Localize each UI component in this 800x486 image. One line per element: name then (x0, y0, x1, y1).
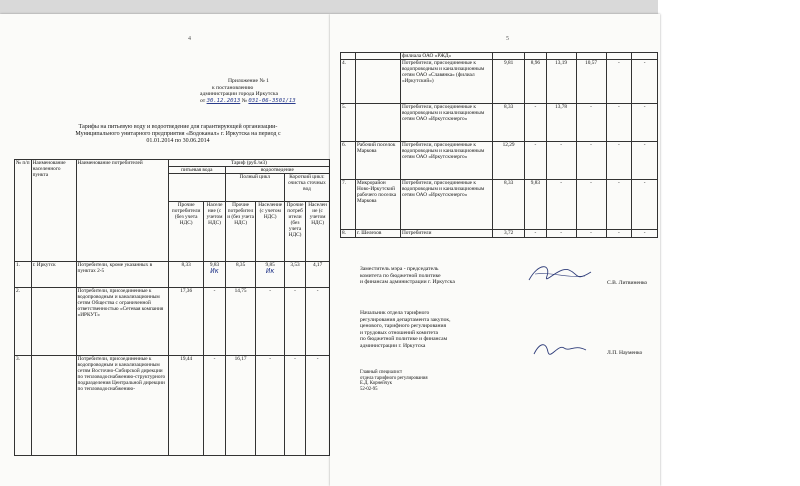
row-value: - (546, 142, 576, 180)
row-settlement: Рабочий поселок Маркова (355, 142, 400, 180)
executor-line-3: Е.Д. Корнейчук (360, 381, 392, 387)
row-value: - (606, 230, 632, 238)
handwritten-mark: Ик (265, 267, 275, 275)
row-value: - (632, 180, 658, 230)
row-num: 5. (341, 104, 356, 142)
row-settlement (31, 288, 76, 356)
header-drinking-water: питьевая вода (168, 167, 225, 174)
title-line-1: Тарифы на питьевую воду и водоотведение для гарантирующей организации- (78, 124, 278, 130)
row-settlement (31, 356, 76, 456)
row-value: - (204, 288, 225, 356)
tariff-table-continued (340, 52, 658, 238)
page-number: 5 (506, 36, 509, 42)
row-value: - (632, 230, 658, 238)
table-row (341, 53, 658, 60)
header-others-3: Прочие потребители (без учета НДС) (284, 202, 305, 262)
table-row (341, 180, 658, 230)
row-value: - (576, 180, 606, 230)
handwritten-mark: Ик (210, 267, 219, 275)
row-num: 3. (15, 356, 32, 456)
header-population-1: Население (с учетом НДС) (204, 202, 225, 262)
row-value: 9,81 (493, 60, 525, 104)
page-number: 4 (188, 36, 191, 42)
row-value: 8,35 (225, 262, 256, 288)
row-consumers: Потребители, присоединенные к водопроводным и канализационным сетям ОАО «Славянка» (филиал «Иркутский») (400, 60, 492, 104)
header-settlement: Наименование населенного пункта (31, 160, 76, 262)
table-row (15, 356, 330, 456)
row-value: 8,33 (493, 104, 525, 142)
blank-gutter (658, 0, 800, 486)
row-value: 14,75 (225, 288, 256, 356)
executor-line-1: Главный специалист (360, 370, 403, 375)
row-value (493, 53, 525, 60)
row-value: 10,57 (576, 60, 606, 104)
appendix-header (200, 78, 328, 104)
row-value: - (256, 288, 284, 356)
document-title (28, 124, 328, 145)
row-value (204, 262, 225, 288)
appendix-line-1: Приложение № 1 (228, 78, 269, 84)
header-full-cycle: Полный цикл (225, 174, 284, 202)
row-value: 19,44 (168, 356, 204, 456)
head-line-3: ценового, тарифного регулирования (360, 323, 447, 330)
row-consumers: Потребители, присоединенные к водопроводным и канализационным сетям Общества с ограниченной ответственностью «Сетевая компания «ИРКУТ» (76, 288, 168, 356)
row-consumers: филиала ОАО «РЖД» (400, 53, 492, 60)
row-value: - (606, 60, 632, 104)
row-value: - (546, 230, 576, 238)
row-value: - (306, 356, 330, 456)
row-value (632, 53, 658, 60)
row-value: - (256, 356, 284, 456)
row-num: 8. (341, 230, 356, 238)
row-value: - (306, 288, 330, 356)
row-value (576, 53, 606, 60)
row-settlement: Микрорайон Ново-Иркутский рабочего поселка Маркова (355, 180, 400, 230)
row-num: 6. (341, 142, 356, 180)
row-consumers: Потребители, кроме указанных в пунктах 2-5 (76, 262, 168, 288)
tariff-table (14, 159, 330, 456)
row-consumers: Потребители, присоединенные к водопроводным и канализационным сетям ОАО «Иркутскэнерго» (400, 180, 492, 230)
signature-block-head (360, 310, 650, 358)
header-short-cycle: Короткий цикл: очистка сточных вод (284, 174, 329, 202)
deputy-name: С.В. Литвиненко (607, 280, 648, 286)
row-value: - (576, 104, 606, 142)
row-value: - (632, 142, 658, 180)
row-value: - (606, 104, 632, 142)
deputy-line-2: комитета по бюджетной политике (360, 272, 441, 279)
row-value: - (632, 60, 658, 104)
row-value: - (546, 180, 576, 230)
row-consumers: Потребители (400, 230, 492, 238)
handwritten-signature-icon (530, 338, 590, 362)
row-settlement (355, 60, 400, 104)
row-value: - (284, 356, 305, 456)
row-value: - (576, 142, 606, 180)
executor-line-4: 52-02-95 (360, 386, 378, 392)
table-row (341, 142, 658, 180)
header-population-3: Население (с учетом НДС) (306, 202, 330, 262)
table-row (15, 288, 330, 356)
row-num: 1. (15, 262, 32, 288)
row-value: 9,83 (525, 180, 546, 230)
row-value: - (525, 230, 546, 238)
table-row (15, 262, 330, 288)
row-num: 7. (341, 180, 356, 230)
header-consumers: Наименование потребителей (76, 160, 168, 262)
head-line-6: администрации г. Иркутска (360, 342, 426, 349)
row-value: 13,19 (546, 60, 576, 104)
row-consumers: Потребители, присоединенные к водопроводным и канализационным сетям ОАО «Иркутскэнерго» (400, 142, 492, 180)
row-value: - (606, 180, 632, 230)
head-line-5: по бюджетной политике и финансам (360, 336, 448, 343)
appendix-line-3: администрации города Иркутска (200, 91, 278, 98)
header-num: № п/п (15, 160, 32, 262)
title-line-2: Муниципального унитарного предприятия «Водоканал» г. Иркутска на период с (75, 131, 281, 137)
row-consumers: Потребители, присоединенные к водопроводным и канализационным сетям ОАО «Иркутскэнерго» (400, 104, 492, 142)
header-population-2: Население (с учетом НДС) (256, 202, 284, 262)
table-row (341, 230, 658, 238)
row-value: 8,33 (493, 180, 525, 230)
row-value: - (284, 288, 305, 356)
row-num (341, 53, 356, 60)
executor-line-2: отдела тарифного регулирования (360, 375, 428, 381)
row-value (546, 53, 576, 60)
row-value: - (632, 104, 658, 142)
header-others-2: Прочие потребители (без учета НДС) (225, 202, 256, 262)
row-consumers: Потребители, присоединенные к водопроводным и канализационным сетям Восточно-Сибирской дирекции по тепловодоснабжению-структурного подразделения Центральной дирекции по тепловодоснабжению- (76, 356, 168, 456)
appendix-date-line (200, 98, 328, 105)
deputy-line-1: Заместитель мэра - председатель (360, 266, 439, 272)
date-prefix: от (200, 97, 206, 104)
handwritten-signature-icon (525, 260, 595, 290)
row-value: - (525, 104, 546, 142)
document-page-4 (0, 14, 330, 486)
row-value: - (525, 142, 546, 180)
head-line-2: регулирования департамента закупок, (360, 316, 451, 323)
row-value: 12,29 (493, 142, 525, 180)
row-value (606, 53, 632, 60)
table-row (341, 60, 658, 104)
row-value: 3,53 (284, 262, 305, 288)
title-line-3: 01.01.2014 по 30.06.2014 (146, 138, 210, 144)
row-value: 13,78 (546, 104, 576, 142)
row-value: 4,17 (306, 262, 330, 288)
row-value: - (576, 230, 606, 238)
row-value: 3,72 (493, 230, 525, 238)
header-tariff: Тариф (руб./м3) (168, 160, 329, 167)
handwritten-number: 031-06-3501/13 (248, 97, 296, 104)
row-value: 16,17 (225, 356, 256, 456)
head-name: Л.П. Науменко (607, 350, 643, 356)
header-others-1: Прочие потребители (без учета НДС) (168, 202, 204, 262)
row-value (525, 53, 546, 60)
head-line-4: и трудовых отношений комитета (360, 329, 439, 336)
row-settlement: г. Шелехов (355, 230, 400, 238)
row-value (256, 262, 284, 288)
header-blank (168, 174, 225, 202)
row-value: 8,96 (525, 60, 546, 104)
header-wastewater: водоотведение (225, 167, 329, 174)
head-line-1: Начальник отдела тарифного (360, 310, 430, 316)
row-value: - (606, 142, 632, 180)
row-settlement (355, 53, 400, 60)
handwritten-date: 30.12.2013 (206, 97, 241, 104)
row-value: 8,33 (168, 262, 204, 288)
row-value-text: 9,85 (265, 262, 275, 268)
deputy-line-3: и финансам администрации г. Иркутска (360, 279, 455, 286)
signature-block-deputy (360, 266, 650, 302)
executor-block (360, 370, 560, 392)
table-row (341, 104, 658, 142)
row-value-text: 9,83 (209, 262, 220, 268)
appendix-line-2: к постановлению (212, 84, 254, 91)
row-num: 4. (341, 60, 356, 104)
row-settlement (355, 104, 400, 142)
document-page-5 (330, 14, 660, 486)
row-settlement: г. Иркутск (31, 262, 76, 288)
row-num: 2. (15, 288, 32, 356)
number-prefix: № (241, 97, 248, 104)
row-value: - (204, 356, 225, 456)
row-value: 17,36 (168, 288, 204, 356)
